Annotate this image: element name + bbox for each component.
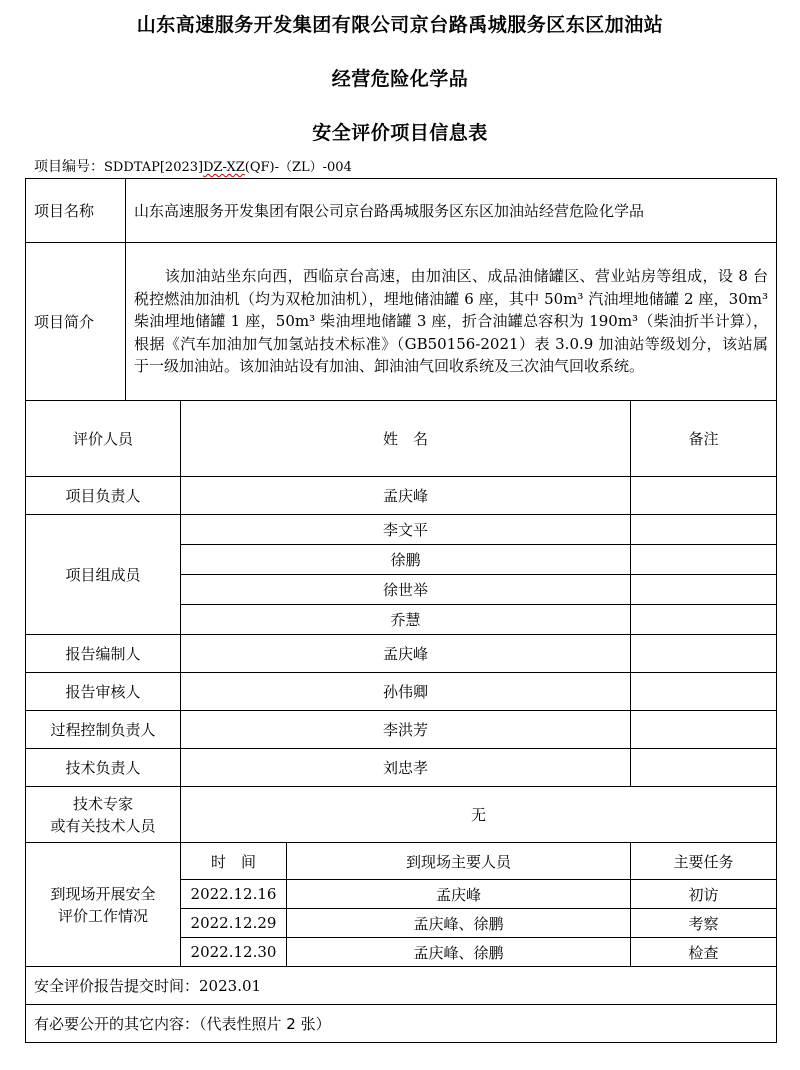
- expert-label-line-1: 技术专家: [72, 794, 133, 813]
- writer-note: [631, 635, 777, 673]
- process-name: 李洪芳: [181, 711, 631, 749]
- leader-row: [26, 477, 777, 515]
- tech-row: [26, 749, 777, 787]
- col-header-name: 姓 名: [181, 401, 631, 477]
- col-header-people: 到现场主要人员: [287, 843, 631, 880]
- col-header-time: 时 间: [181, 843, 287, 880]
- submit-time-label: 安全评价报告提交时间：: [34, 977, 200, 995]
- member-note: [631, 575, 777, 605]
- member-name: 乔慧: [181, 605, 631, 635]
- writer-label: 报告编制人: [26, 635, 181, 673]
- tech-name: 刘忠孝: [181, 749, 631, 787]
- expert-label-line-2: 或有关技术人员: [50, 816, 156, 835]
- info-table: [25, 178, 777, 1043]
- reviewer-row: [26, 673, 777, 711]
- expert-name: 无: [181, 787, 777, 843]
- member-name: 徐世举: [181, 575, 631, 605]
- writer-row: [26, 635, 777, 673]
- site-visit-label-line-1: 到现场开展安全: [50, 884, 156, 903]
- project-intro-text: 该加油站坐东向西，西临京台高速，由加油区、成品油储罐区、营业站房等组成，设 8 台税控燃油加油机（均为双枪加油机），埋地储油罐 6 座，其中 50m³ 汽油埋地储罐 2 座，30m³ 柴油埋地储罐 1 座，50m³ 柴油埋地储罐 3 座，折合油罐总容积为 190m³（柴油折半计算），根据《汽车加油加气加氢站技术标准》（GB50156-2021）表 3.0.9 加油站等级划分，该站属于一级加油站。该加油站设有加油、卸油油气回收系统及三次油气回收系统。: [126, 243, 777, 401]
- process-label: 过程控制负责人: [26, 711, 181, 749]
- visit-people: 孟庆峰、徐鹏: [287, 909, 631, 938]
- submit-time: [26, 967, 777, 1005]
- process-row: [26, 711, 777, 749]
- tech-note: [631, 749, 777, 787]
- project-intro-label: 项目简介: [26, 243, 126, 401]
- site-visit-label-line-2: 评价工作情况: [57, 906, 148, 925]
- leader-name: 孟庆峰: [181, 477, 631, 515]
- project-name-row: [26, 179, 777, 243]
- reviewer-name: 孙伟卿: [181, 673, 631, 711]
- member-row: [26, 515, 777, 545]
- process-note: [631, 711, 777, 749]
- visit-people: 孟庆峰、徐鹏: [287, 938, 631, 967]
- members-label: 项目组成员: [26, 515, 181, 635]
- reviewer-label: 报告审核人: [26, 673, 181, 711]
- project-name-value: 山东高速服务开发集团有限公司京台路禹城服务区东区加油站经营危险化学品: [126, 179, 777, 243]
- project-code-flagged: DZ-XZ: [203, 160, 245, 175]
- expert-label: [26, 787, 181, 843]
- visit-task: 检查: [631, 938, 777, 967]
- writer-name: 孟庆峰: [181, 635, 631, 673]
- doc-title-line-2: 经营危险化学品: [331, 68, 469, 90]
- project-intro-row: [26, 243, 777, 401]
- visit-task: 考察: [631, 909, 777, 938]
- visit-task: 初访: [631, 880, 777, 909]
- tech-label: 技术负责人: [26, 749, 181, 787]
- site-visit-header-row: [26, 843, 777, 880]
- col-header-note: 备注: [631, 401, 777, 477]
- member-note: [631, 605, 777, 635]
- leader-label: 项目负责人: [26, 477, 181, 515]
- doc-title-line-1: 山东高速服务开发集团有限公司京台路禹城服务区东区加油站: [136, 14, 664, 36]
- reviewer-note: [631, 673, 777, 711]
- visit-date: 2022.12.30: [181, 938, 287, 967]
- col-header-task: 主要任务: [631, 843, 777, 880]
- personnel-header-row: [26, 401, 777, 477]
- public-content-row: [26, 1005, 777, 1043]
- project-code-label: 项目编号：: [34, 159, 104, 175]
- visit-date: 2022.12.29: [181, 909, 287, 938]
- submit-time-row: [26, 967, 777, 1005]
- project-code: [34, 156, 352, 176]
- expert-row: [26, 787, 777, 843]
- leader-note: [631, 477, 777, 515]
- submit-time-value: 2023.01: [199, 977, 262, 995]
- project-name-label: 项目名称: [26, 179, 126, 243]
- visit-people: 孟庆峰: [287, 880, 631, 909]
- project-code-prefix: SDDTAP[2023]: [104, 160, 204, 175]
- project-code-suffix: (QF)-（ZL）-004: [244, 160, 352, 175]
- member-note: [631, 545, 777, 575]
- col-header-role: 评价人员: [26, 401, 181, 477]
- public-content: 有必要公开的其它内容：（代表性照片 2 张）: [26, 1005, 777, 1043]
- member-name: 李文平: [181, 515, 631, 545]
- visit-date: 2022.12.16: [181, 880, 287, 909]
- member-note: [631, 515, 777, 545]
- doc-title-line-3: 安全评价项目信息表: [312, 122, 488, 144]
- site-visit-label: [26, 843, 181, 967]
- member-name: 徐鹏: [181, 545, 631, 575]
